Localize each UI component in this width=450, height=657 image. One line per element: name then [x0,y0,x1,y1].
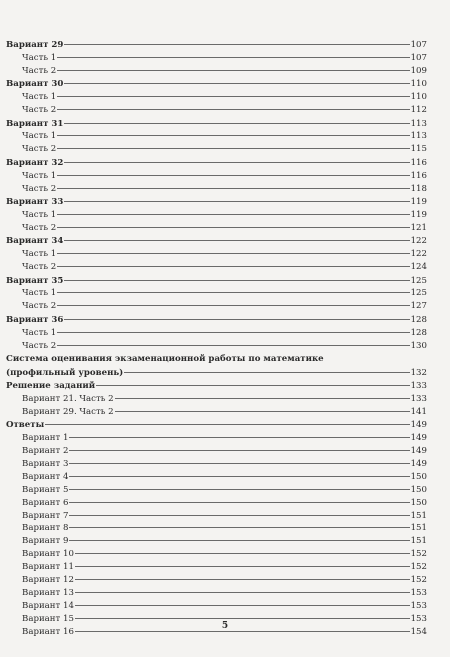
dot-leader [75,592,410,593]
toc-entry-title: Часть 1 [22,52,57,63]
toc-page-number: 113 [410,131,427,142]
toc-page-number: 152 [410,562,427,573]
toc-entry-title: Вариант 2 [22,446,69,457]
dot-leader [57,188,409,189]
dot-leader [64,240,409,241]
toc-entry-title: Вариант 7 [22,510,69,521]
toc-page-number: 151 [410,510,427,521]
toc-entry [6,157,427,170]
toc-page-number: 141 [410,406,427,417]
toc-entry [6,367,427,380]
dot-leader [57,175,409,176]
toc-entry [6,275,427,288]
toc-subentry [6,445,427,458]
table-of-contents [6,39,427,639]
dot-leader [57,96,409,97]
toc-entry-title: Часть 1 [22,327,57,338]
dot-leader [57,148,409,149]
dot-leader [57,214,409,215]
toc-subentry [6,406,427,419]
toc-subentry [6,91,427,104]
toc-entry-title: Вариант 8 [22,523,69,534]
toc-page-number: 133 [410,381,427,392]
toc-entry [6,196,427,209]
dot-leader [64,162,409,163]
toc-subentry [6,209,427,222]
toc-subentry [6,497,427,510]
toc-entry-title: Вариант 33 [6,197,64,208]
toc-entry [6,380,427,393]
toc-entry-title: Часть 2 [22,262,57,273]
dot-leader [57,70,409,71]
toc-entry [6,78,427,91]
toc-page-number: 153 [410,613,427,624]
dot-leader [69,463,409,464]
dot-leader [57,135,409,136]
dot-leader [75,553,410,554]
toc-subentry [6,327,427,340]
dot-leader [57,266,409,267]
toc-page-number: 122 [410,236,427,247]
dot-leader [64,83,409,84]
toc-subentry [6,522,427,535]
toc-page-number: 150 [410,471,427,482]
toc-entry [6,118,427,131]
toc-page-number: 130 [410,340,427,351]
toc-entry [6,314,427,327]
dot-leader [69,437,409,438]
dot-leader [57,109,409,110]
toc-page-number: 119 [410,209,427,220]
toc-subentry [6,248,427,261]
dot-leader [75,579,410,580]
toc-entry-title: Часть 1 [22,209,57,220]
toc-page-number: 153 [410,600,427,611]
toc-entry-title: Вариант 6 [22,497,69,508]
toc-entry-title: Вариант 35 [6,275,64,286]
toc-entry-title: Часть 1 [22,288,57,299]
dot-leader [69,527,409,528]
toc-page-number: 122 [410,249,427,260]
dot-leader [64,44,409,45]
dot-leader [75,566,410,567]
toc-subentry [6,170,427,183]
toc-entry-title: Система оценивания экзаменационной работы по математике [6,354,324,365]
toc-subentry [6,535,427,548]
dot-leader [69,450,409,451]
toc-entry-title: Вариант 5 [22,484,69,495]
toc-entry-title: Вариант 16 [22,626,74,637]
toc-subentry [6,510,427,523]
toc-page-number: 125 [410,288,427,299]
toc-entry-title: Часть 2 [22,222,57,233]
toc-page-number: 119 [410,197,427,208]
toc-subentry [6,587,427,600]
page-number: 5 [221,621,229,631]
toc-entry-title: Вариант 32 [6,157,64,168]
toc-page-number: 154 [410,626,427,637]
toc-subentry [6,548,427,561]
toc-entry-title: Вариант 9 [22,536,69,547]
toc-subentry [6,222,427,235]
toc-entry-title: Вариант 4 [22,471,69,482]
dot-leader [69,489,409,490]
dot-leader [69,502,409,503]
toc-entry-title: Часть 1 [22,92,57,103]
dot-leader [124,372,409,373]
dot-leader [57,332,409,333]
toc-subentry [6,52,427,65]
toc-page-number: 149 [410,420,427,431]
toc-entry-title: Вариант 15 [22,613,74,624]
toc-subentry [6,261,427,274]
toc-subentry [6,130,427,143]
toc-entry-title: Ответы [6,420,45,431]
toc-page-number: 128 [410,314,427,325]
toc-entry-title: Часть 2 [22,183,57,194]
toc-entry-title: Вариант 21. Часть 2 [22,393,114,404]
toc-entry [6,39,427,52]
toc-page-number: 150 [410,497,427,508]
toc-entry-title: Вариант 36 [6,314,64,325]
toc-entry-title: Вариант 14 [22,600,74,611]
toc-entry-title: Вариант 29 [6,40,64,50]
toc-subentry [6,340,427,353]
toc-entry-title: Вариант 12 [22,575,74,586]
toc-subentry [6,183,427,196]
dot-leader [57,227,409,228]
toc-entry-title: Вариант 34 [6,236,64,247]
toc-page-number: 152 [410,549,427,560]
toc-entry-title: Вариант 29. Часть 2 [22,406,114,417]
dot-leader [64,280,409,281]
toc-page-number: 151 [410,536,427,547]
toc-page-number: 149 [410,446,427,457]
dot-leader [64,201,409,202]
dot-leader [96,385,409,386]
dot-leader [57,292,409,293]
toc-entry-title: Вариант 3 [22,459,69,470]
toc-page-number: 121 [410,222,427,233]
dot-leader [75,618,410,619]
dot-leader [69,476,409,477]
toc-entry-title: Часть 1 [22,131,57,142]
toc-page-number: 149 [410,433,427,444]
toc-subentry [6,458,427,471]
toc-subentry [6,484,427,497]
toc-entry-title: Вариант 1 [22,433,69,444]
toc-page-number: 107 [410,40,427,50]
dot-leader [64,123,409,124]
toc-subentry [6,561,427,574]
toc-page-number: 127 [410,301,427,312]
toc-entry-title: Часть 1 [22,170,57,181]
toc-page-number: 109 [410,65,427,76]
toc-entry-title: Вариант 10 [22,549,74,560]
toc-subentry [6,600,427,613]
toc-entry-title: Часть 1 [22,249,57,260]
toc-subentry [6,574,427,587]
toc-page-number: 110 [410,92,427,103]
toc-subentry [6,65,427,78]
toc-entry-title: Вариант 30 [6,79,64,90]
dot-leader [45,424,409,425]
toc-page-number: 125 [410,275,427,286]
dot-leader [69,540,409,541]
toc-page-number: 118 [410,183,427,194]
dot-leader [57,57,409,58]
dot-leader [115,411,410,412]
toc-entry-title: Часть 2 [22,65,57,76]
toc-page-number: 116 [410,157,427,168]
toc-page-number: 116 [410,170,427,181]
toc-page-number: 153 [410,587,427,598]
toc-page-number: 132 [410,367,427,378]
toc-page-number: 152 [410,575,427,586]
toc-entry-title: Часть 2 [22,144,57,155]
toc-entry-title: Часть 2 [22,340,57,351]
toc-subentry [6,143,427,156]
toc-entry-title: Вариант 13 [22,587,74,598]
toc-page-number: 151 [410,523,427,534]
dot-leader [64,319,409,320]
toc-entry [6,235,427,248]
toc-page-number: 110 [410,79,427,90]
toc-subentry [6,287,427,300]
dot-leader [57,253,409,254]
toc-subentry [6,471,427,484]
dot-leader [57,305,409,306]
toc-page-number: 133 [410,393,427,404]
dot-leader [69,515,409,516]
toc-page-number: 107 [410,52,427,63]
toc-page-number: 115 [410,144,427,155]
toc-page-number: 124 [410,262,427,273]
toc-subentry [6,300,427,313]
toc-subentry [6,432,427,445]
toc-page-number: 113 [410,118,427,129]
toc-entry-title: Часть 2 [22,105,57,116]
toc-entry-title: Вариант 11 [22,562,74,573]
toc-entry [6,353,427,366]
toc-page-number: 150 [410,484,427,495]
toc-page-number: 112 [410,105,427,116]
dot-leader [57,345,409,346]
toc-entry-title: (профильный уровень) [6,367,124,378]
toc-entry-title: Часть 2 [22,301,57,312]
toc-entry [6,419,427,432]
toc-page-number: 128 [410,327,427,338]
dot-leader [115,398,410,399]
toc-entry-title: Вариант 31 [6,118,64,129]
toc-subentry [6,104,427,117]
toc-entry-title: Решение заданий [6,381,96,392]
dot-leader [75,605,410,606]
toc-subentry [6,393,427,406]
toc-page-number: 149 [410,459,427,470]
